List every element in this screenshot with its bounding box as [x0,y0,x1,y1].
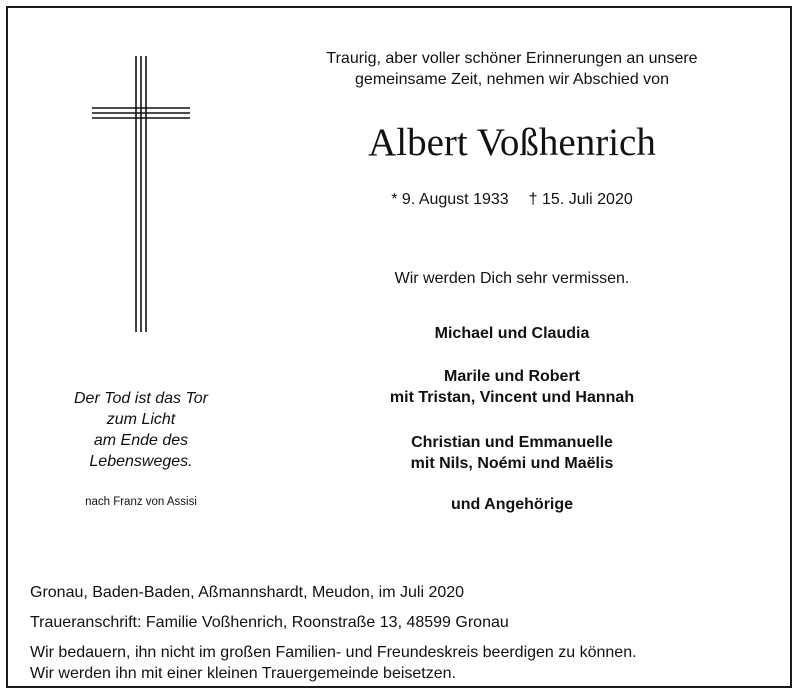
quote-line: Lebensweges. [89,453,193,470]
mourner-name: Christian und Emmanuelle [411,434,613,451]
mourner-group [252,494,772,515]
life-dates [252,188,772,212]
farewell-message: Wir werden Dich sehr vermissen. [394,270,630,287]
mourner-name: Marile und Robert [443,368,580,385]
places-date: Gronau, Baden-Baden, Aßmannshardt, Meudon, im Juli 2020 [30,584,465,601]
quote-text [48,388,234,472]
mourner-group [252,323,772,344]
mourner-children: mit Nils, Noémi und Maëlis [410,455,614,472]
mourning-address: Traueranschrift: Familie Voßhenrich, Roonstraße 13, 48599 Gronau [30,614,509,631]
quote-line: am Ende des [93,432,189,449]
quote-line: zum Licht [106,411,176,428]
mourner-group [252,432,772,474]
burial-note [30,642,770,684]
mourner-children: mit Tristan, Vincent und Hannah [389,389,635,406]
intro-line-1: Traurig, aber voller schöner Erinnerungen an unsere [326,50,698,67]
burial-note-line-1: Wir bedauern, ihn nicht im großen Familien- und Freundeskreis beerdigen zu können. [30,644,637,661]
birth-date: * 9. August 1933 [391,191,509,208]
intro-text [252,48,772,90]
obituary-frame [6,6,792,688]
mourner-name: Michael und Claudia [434,325,590,342]
deceased-name: Albert Voßhenrich [368,121,656,164]
mourner-group [252,366,772,408]
cross-icon [92,56,190,332]
quote-author: nach Franz von Assisi [85,496,197,508]
death-date: † 15. Juli 2020 [528,191,633,208]
mourner-relatives: und Angehörige [450,496,574,513]
burial-note-line-2: Wir werden ihn mit einer kleinen Trauergemeinde beisetzen. [30,665,456,682]
quote-line: Der Tod ist das Tor [74,390,208,407]
intro-line-2: gemeinsame Zeit, nehmen wir Abschied von [355,71,669,88]
